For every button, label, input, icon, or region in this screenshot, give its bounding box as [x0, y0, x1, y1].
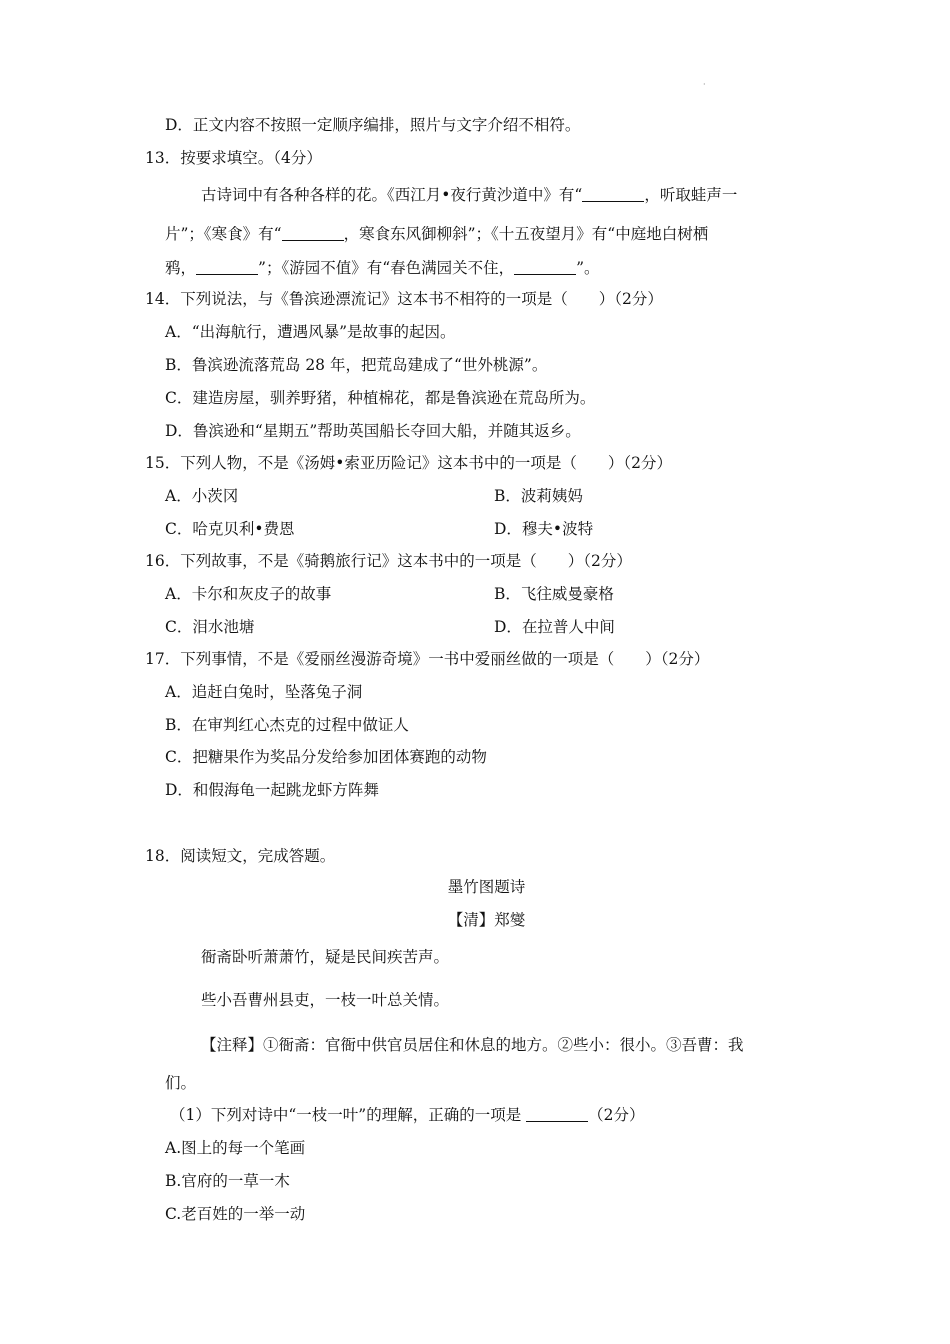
q13-stem: 13．按要求填空。（4分） [145, 149, 322, 167]
q16-option-d: D．在拉普人中间 [494, 618, 615, 636]
q14-option-c: C．建造房屋，驯养野猪，种植棉花，都是鲁滨逊在荒岛所为。 [165, 389, 596, 407]
q13-text-1b: ，听取蛙声一 [644, 186, 738, 204]
answer-blank[interactable] [526, 1105, 588, 1122]
q18-sub1-option-a: A.图上的每一个笔画 [165, 1139, 306, 1157]
q17-option-d: D．和假海龟一起跳龙虾方阵舞 [165, 781, 379, 799]
q17-option-b: B．在审判红心杰克的过程中做证人 [165, 716, 409, 734]
q13-text-2b: ，寒食东风御柳斜”；《十五夜望月》有“中庭地白树栖 [343, 225, 709, 243]
q14-option-b: B．鲁滨逊流落荒岛 28 年，把荒岛建成了“世外桃源”。 [165, 356, 548, 374]
annotation-line-1: 【注释】①衙斋：官衙中供官员居住和休息的地方。②些小：很小。③吾曹：我 [201, 1036, 744, 1054]
q18-sub1-option-c: C.老百姓的一举一动 [165, 1205, 306, 1223]
fill-blank-4[interactable] [514, 258, 576, 275]
q16-option-a: A．卡尔和灰皮子的故事 [165, 585, 332, 603]
q18-sub1-text: （1）下列对诗中“一枝一叶”的理解，正确的一项是 [170, 1106, 527, 1124]
q16-option-c: C．泪水池塘 [165, 618, 255, 636]
q18-stem: 18．阅读短文，完成答题。 [145, 847, 336, 865]
q13-text-3a: 鸦， [165, 259, 197, 277]
q15-option-d: D．穆夫•波特 [494, 520, 594, 538]
poem-author: 【清】郑燮 [447, 911, 526, 929]
q13-paragraph-line2 [165, 223, 708, 245]
q12-option-d: D．正文内容不按照一定顺序编排，照片与文字介绍不相符。 [165, 116, 581, 134]
q15-option-b: B．波莉姨妈 [494, 487, 583, 505]
corner-mark: · [703, 80, 706, 89]
q13-paragraph-line3 [165, 257, 600, 279]
q18-sub1-option-b: B.官府的一草一木 [165, 1172, 290, 1190]
q14-option-a: A．“出海航行，遭遇风暴”是故事的起因。 [165, 323, 456, 341]
q13-text-3b: ”；《游园不值》有“春色满园关不住， [258, 259, 515, 277]
q13-paragraph-line1 [201, 184, 737, 206]
q18-sub1-stem [170, 1104, 645, 1126]
q17-stem: 17．下列事情，不是《爱丽丝漫游奇境》一书中爱丽丝做的一项是（ ）（2分） [145, 650, 710, 668]
q15-option-a: A．小茨冈 [165, 487, 239, 505]
q17-option-a: A．追赶白兔时，坠落兔子洞 [165, 683, 363, 701]
q15-option-c: C．哈克贝利•费恩 [165, 520, 295, 538]
q16-option-b: B．飞往威曼豪格 [494, 585, 614, 603]
q14-stem: 14．下列说法，与《鲁滨逊漂流记》这本书不相符的一项是（ ）（2分） [145, 290, 663, 308]
q14-option-d: D．鲁滨逊和“星期五”帮助英国船长夺回大船，并随其返乡。 [165, 422, 581, 440]
poem-title: 墨竹图题诗 [447, 878, 526, 896]
q13-text-1a: 古诗词中有各种各样的花。《西江月•夜行黄沙道中》有“ [201, 186, 583, 204]
q15-stem: 15．下列人物，不是《汤姆•索亚历险记》这本书中的一项是（ ）（2分） [145, 454, 672, 472]
poem-line-1: 衙斋卧听萧萧竹，疑是民间疾苦声。 [201, 948, 450, 966]
fill-blank-1[interactable] [582, 185, 644, 202]
fill-blank-2[interactable] [282, 224, 344, 241]
q13-text-2a: 片”；《寒食》有“ [165, 225, 282, 243]
q13-text-3c: ”。 [576, 259, 600, 277]
poem-line-2: 些小吾曹州县吏，一枝一叶总关情。 [201, 991, 450, 1009]
q18-sub1-score: （2分） [588, 1106, 645, 1124]
fill-blank-3[interactable] [196, 258, 258, 275]
q16-stem: 16．下列故事，不是《骑鹅旅行记》这本书中的一项是（ ）（2分） [145, 552, 632, 570]
q17-option-c: C．把糖果作为奖品分发给参加团体赛跑的动物 [165, 748, 487, 766]
annotation-line-2: 们。 [165, 1074, 197, 1092]
